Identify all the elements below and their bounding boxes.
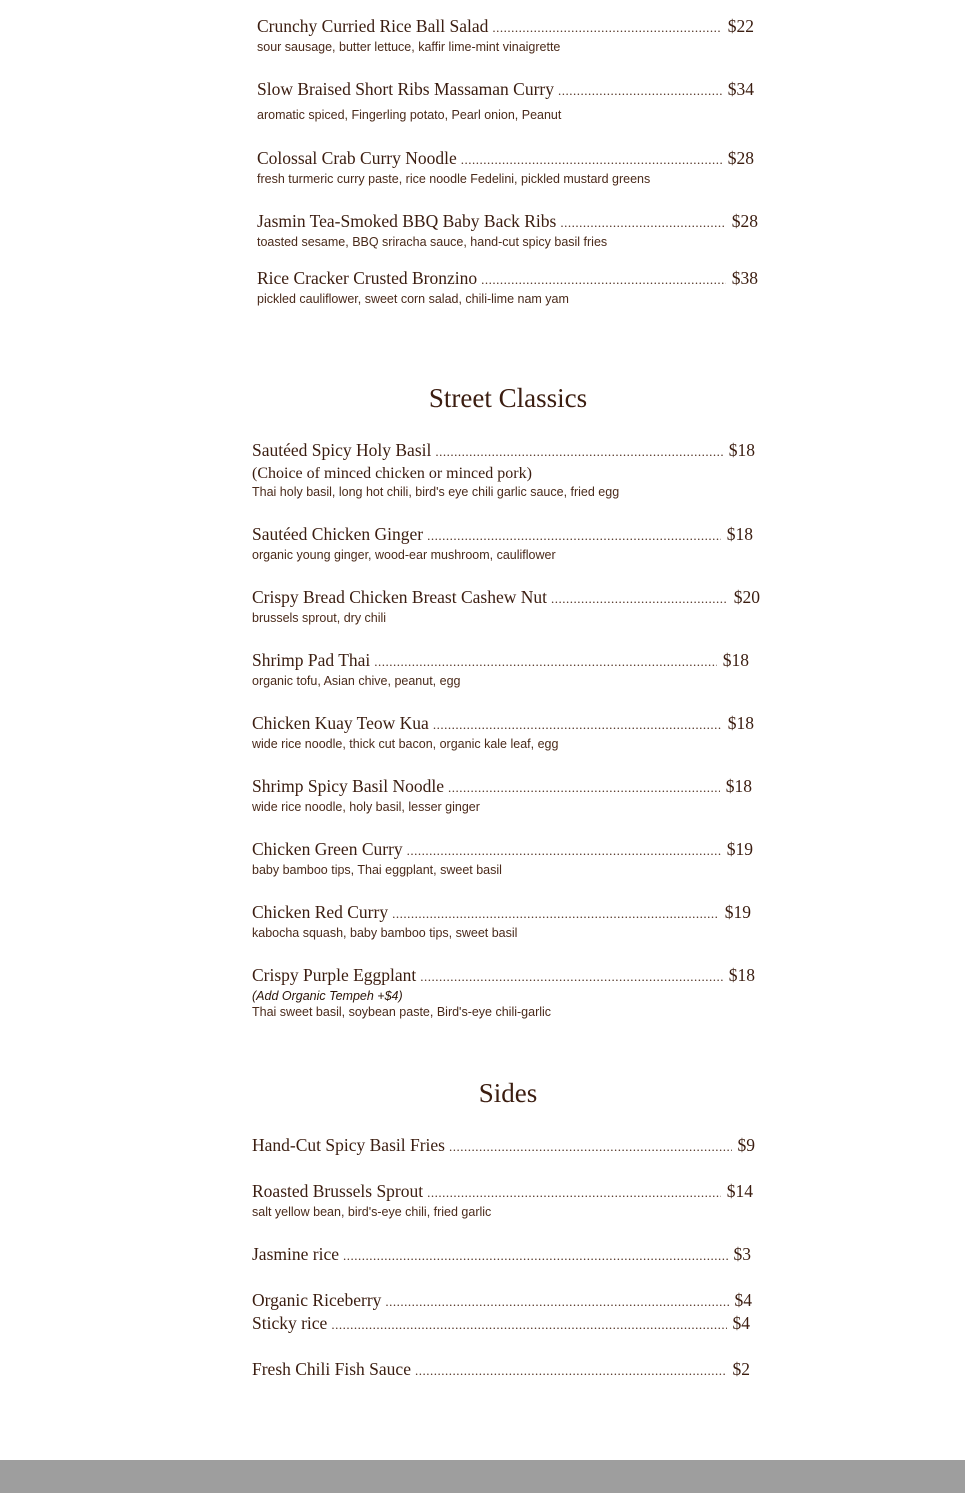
item-price: $19 xyxy=(726,839,753,859)
dot-leader xyxy=(420,966,722,988)
dot-leader xyxy=(558,80,722,102)
item-description: toasted sesame, BBQ sriracha sauce, hand-cut spicy basil fries xyxy=(257,235,608,249)
dot-leader xyxy=(448,777,720,799)
menu-item-colossal-crab-curry-noodle xyxy=(257,147,754,188)
item-name: Shrimp Pad Thai xyxy=(252,650,371,670)
item-description: wide rice noodle, holy basil, lesser ginger xyxy=(252,800,480,814)
viewer-bottom-bar xyxy=(0,1460,965,1493)
item-note: (Choice of minced chicken or minced pork) xyxy=(252,465,532,482)
item-price: $18 xyxy=(728,440,755,460)
item-description: kabocha squash, baby bamboo tips, sweet basil xyxy=(252,926,518,940)
item-description: aromatic spiced, Fingerling potato, Pearl onion, Peanut xyxy=(257,108,562,122)
dot-leader xyxy=(407,840,721,862)
menu-item-spicy-holy-basil xyxy=(252,439,755,501)
dot-leader xyxy=(427,1182,721,1204)
menu-item-shrimp-pad-thai xyxy=(252,649,749,690)
item-name: Organic Riceberry xyxy=(252,1290,382,1310)
item-name: Crispy Bread Chicken Breast Cashew Nut xyxy=(252,587,548,607)
item-price: $18 xyxy=(728,965,755,985)
menu-item-chicken-green-curry xyxy=(252,838,753,879)
item-description: baby bamboo tips, Thai eggplant, sweet basil xyxy=(252,863,502,877)
item-price: $9 xyxy=(737,1135,755,1155)
menu-item-short-ribs-massaman-curry xyxy=(257,78,754,124)
item-price: $18 xyxy=(725,776,752,796)
menu-item-kuay-teow-kua xyxy=(252,712,754,753)
item-name: Jasmin Tea-Smoked BBQ Baby Back Ribs xyxy=(257,211,557,231)
item-name: Crunchy Curried Rice Ball Salad xyxy=(257,16,489,36)
item-description: salt yellow bean, bird's-eye chili, fried garlic xyxy=(252,1205,492,1219)
menu-item-crunchy-curried-rice-ball-salad xyxy=(257,15,754,56)
dot-leader xyxy=(385,1291,728,1313)
item-price: $20 xyxy=(733,587,760,607)
menu-item-crispy-purple-eggplant xyxy=(252,964,755,1021)
dot-leader xyxy=(331,1314,726,1336)
item-name: Hand-Cut Spicy Basil Fries xyxy=(252,1135,445,1155)
item-description: pickled cauliflower, sweet corn salad, chili-lime nam yam xyxy=(257,292,569,306)
item-name: Sticky rice xyxy=(252,1313,328,1333)
item-price: $18 xyxy=(726,524,753,544)
item-price: $14 xyxy=(726,1181,753,1201)
dot-leader xyxy=(560,212,725,234)
dot-leader xyxy=(374,651,716,673)
menu-item-jasmine-rice xyxy=(252,1243,751,1267)
item-name: Colossal Crab Curry Noodle xyxy=(257,148,457,168)
item-price: $19 xyxy=(724,902,751,922)
item-price: $22 xyxy=(727,16,754,36)
item-price: $28 xyxy=(727,148,754,168)
menu-item-shrimp-spicy-basil-noodle xyxy=(252,775,752,816)
item-price: $18 xyxy=(727,713,754,733)
menu-item-organic-riceberry xyxy=(252,1289,752,1313)
item-name: Chicken Kuay Teow Kua xyxy=(252,713,429,733)
item-price: $38 xyxy=(731,268,758,288)
dot-leader xyxy=(551,588,728,610)
dot-leader xyxy=(433,714,722,736)
menu-item-chicken-ginger xyxy=(252,523,753,564)
item-price: $2 xyxy=(732,1359,750,1379)
item-description: Thai sweet basil, soybean paste, Bird's-eye chili-garlic xyxy=(252,1005,552,1019)
item-name: Shrimp Spicy Basil Noodle xyxy=(252,776,445,796)
dot-leader xyxy=(415,1360,727,1382)
dot-leader xyxy=(435,441,722,463)
menu-item-chicken-cashew-nut xyxy=(252,586,760,627)
item-description: wide rice noodle, thick cut bacon, organic kale leaf, egg xyxy=(252,737,559,751)
menu-item-sticky-rice xyxy=(252,1312,750,1336)
item-name: Roasted Brussels Sprout xyxy=(252,1181,424,1201)
item-price: $28 xyxy=(731,211,758,231)
menu-item-tea-smoked-bbq-ribs xyxy=(257,210,758,251)
item-name: Jasmine rice xyxy=(252,1244,339,1264)
menu-item-fresh-chili-fish-sauce xyxy=(252,1358,750,1382)
menu-item-spicy-basil-fries xyxy=(252,1134,755,1158)
item-price: $3 xyxy=(733,1244,751,1264)
item-description: brussels sprout, dry chili xyxy=(252,611,387,625)
dot-leader xyxy=(427,525,721,547)
dot-leader xyxy=(392,903,719,925)
item-name: Chicken Red Curry xyxy=(252,902,389,922)
dot-leader xyxy=(492,17,721,39)
dot-leader xyxy=(481,269,726,291)
section-title-street-classics: Street Classics xyxy=(428,383,588,413)
section-title-sides: Sides xyxy=(478,1078,538,1108)
item-price: $4 xyxy=(734,1290,752,1310)
item-name: Fresh Chili Fish Sauce xyxy=(252,1359,411,1379)
menu-item-roasted-brussels-sprout xyxy=(252,1180,753,1221)
dot-leader xyxy=(461,149,722,171)
item-name: Crispy Purple Eggplant xyxy=(252,965,417,985)
item-name: Chicken Green Curry xyxy=(252,839,403,859)
menu-item-chicken-red-curry xyxy=(252,901,751,942)
item-price: $18 xyxy=(722,650,749,670)
dot-leader xyxy=(449,1136,732,1158)
item-description: organic young ginger, wood-ear mushroom, cauliflower xyxy=(252,548,556,562)
dot-leader xyxy=(343,1245,728,1267)
item-name: Slow Braised Short Ribs Massaman Curry xyxy=(257,79,555,99)
item-description: Thai holy basil, long hot chili, bird's eye chili garlic sauce, fried egg xyxy=(252,485,620,499)
item-description: fresh turmeric curry paste, rice noodle Fedelini, pickled mustard greens xyxy=(257,172,651,186)
item-addon: (Add Organic Tempeh +$4) xyxy=(252,989,403,1003)
item-price: $34 xyxy=(727,79,754,99)
menu-item-rice-cracker-bronzino xyxy=(257,267,758,308)
item-price: $4 xyxy=(732,1313,750,1333)
item-name: Sautéed Chicken Ginger xyxy=(252,524,424,544)
item-description: organic tofu, Asian chive, peanut, egg xyxy=(252,674,461,688)
item-name: Sautéed Spicy Holy Basil xyxy=(252,440,432,460)
item-name: Rice Cracker Crusted Bronzino xyxy=(257,268,478,288)
item-description: sour sausage, butter lettuce, kaffir lime-mint vinaigrette xyxy=(257,40,561,54)
